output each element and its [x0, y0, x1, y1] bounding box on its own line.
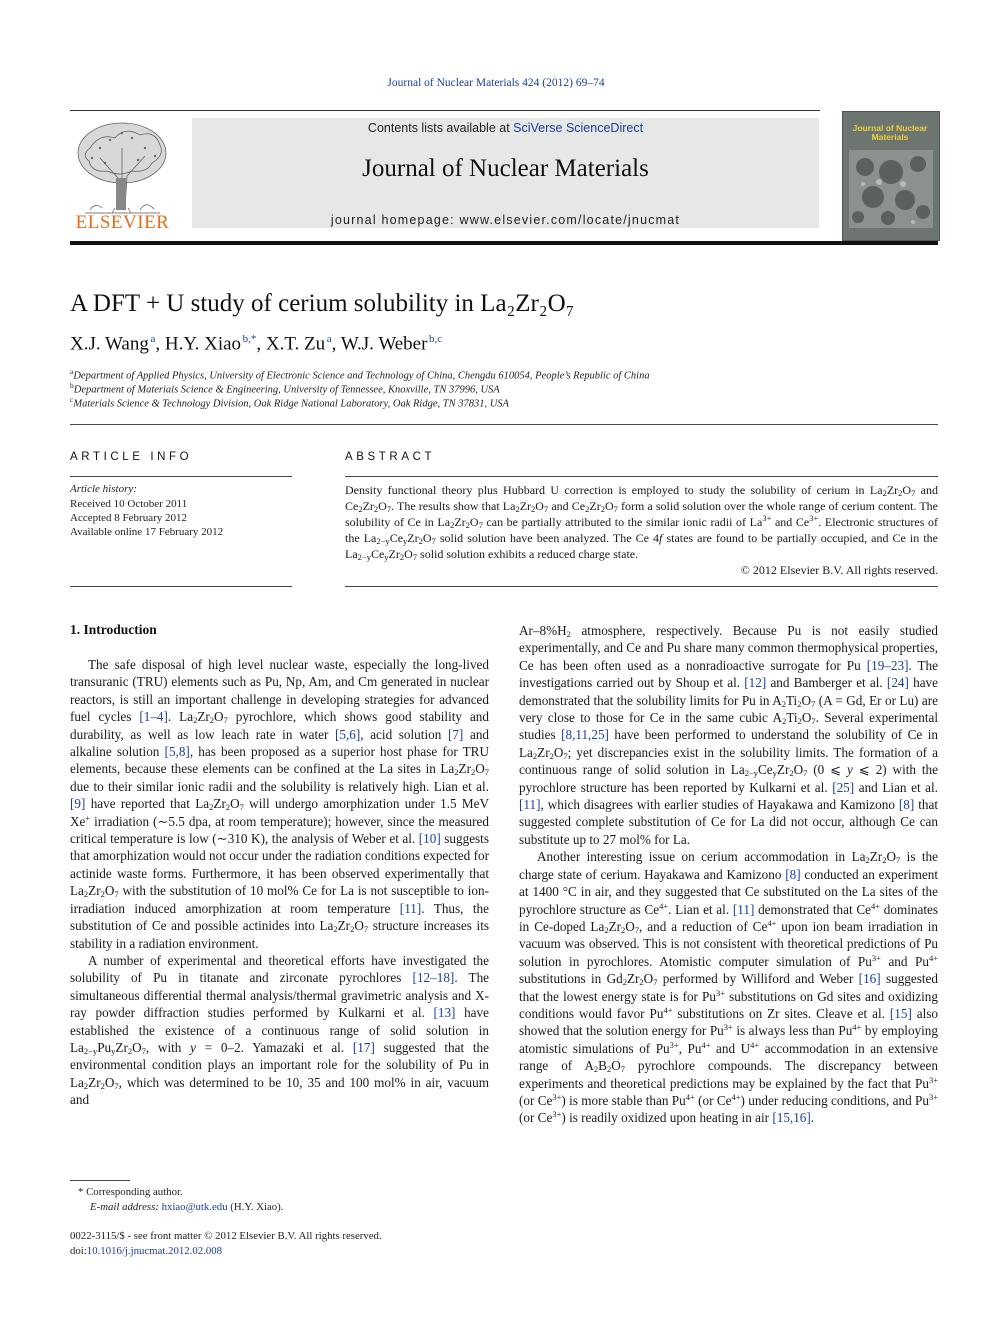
- citation-link[interactable]: [11]: [399, 900, 422, 916]
- affiliation: [70, 395, 509, 410]
- right-column-text: $Ar-8\%H_2$ atmosphere, respectively. Because Pu is not easily studied experimentally, and Ce and Pu share many common thermophysical properties, Ce has been often used as a nonradioactive surrogate for Pu [19–23]. The investigations carried out by Shoup et al. [12] and Bamberger et al. [24] have demonstrated that the solubility limits for Pu in $A_2Ti_2O_7$ (A = Gd, Er or Lu) are very close to those for Ce in the same cubic $A_2Ti_2O_7$. Several experimental studies [8,11,25] have been performed to understand the solubility of Ce in $La_2Zr_2O_7$; yet discrepancies exist in the solubility limits. The formation of a continuous range of solid solution in $La_{2-y}Ce_yZr_2O_7$ (0 ⩽ y ⩽ 2) with the pyrochlore structure has been reported by Kulkarni et al. [25] and Lian et al. [11], which disagrees with earlier studies of Hayakawa and Kamizono [8] that suggested complete substitution of Ce for La did not occur, although Ce can substitute up to 27 mol% for La. Another interesting issue on cerium accommodation in $La_2Zr_2O_7$ is the charge state of cerium. Hayakawa and Kamizono [8] conducted an experiment at 1400 °C in air, and they suggested that Ce substituted on the La sites of the pyrochlore structure as $Ce^{4+}$. Lian et al. [11] demonstrated that $Ce^{4+}$ dominates in Ce-doped $La_2Zr_2O_7$, and a reduction of $Ce^{4+}$ upon ion beam irradiation in vacuum was observed. This is not consistent with theoretical predictions of Pu solution in pyrochlores. Atomistic computer simulation of $Pu^{3+}$ and $Pu^{4+}$ substitutions in $Gd_2Zr_2O_7$ performed by Williford and Weber [16] suggested that the lowest energy state is for $Pu^{3+}$ substitutions on Gd sites and oxidizing conditions would favor $Pu^{4+}$ substitutions on Zr sites. Cleave et al. [15] also showed that the solution energy for $Pu^{3+}$ is always less than $Pu^{4+}$ by employing atomistic simulations of $Pu^{3+}$, $Pu^{4+}$ and $U^{4+}$ accommodation in an extensive range of $A_2B_2O_7$ pyrochlore compounds. The discrepancy between experiments and theoretical predictions may be explained by the fact that $Pu^{3+}$ (or $Ce^{3+}$) is more stable than $Pu^{4+}$ (or $Ce^{4+}$) under reducing conditions, and $Pu^{3+}$ (or $Ce^{3+}$) is readily oxidized upon heating in air [15,16].: [519, 623, 939, 1126]
- citation-link[interactable]: [24]: [886, 675, 909, 691]
- cover-title: Journal of Nuclear Materials: [852, 123, 928, 142]
- citation-link[interactable]: [19–23]: [866, 657, 909, 673]
- author-name: X.T. Zu: [265, 333, 326, 355]
- citation-link[interactable]: [25]: [832, 779, 855, 795]
- affiliation: [70, 367, 650, 382]
- header-thick-rule: [70, 241, 938, 245]
- section-heading-introduction: 1. Introduction: [70, 622, 157, 637]
- homepage-url[interactable]: www.elsevier.com/locate/jnucmat: [459, 213, 681, 227]
- footnote-rule: [70, 1180, 130, 1181]
- affiliation-mark: c: [70, 395, 74, 404]
- citation-link[interactable]: [7]: [447, 726, 464, 742]
- citation-link[interactable]: [16]: [858, 971, 881, 987]
- email-note: [90, 1201, 283, 1213]
- article-title: A DFT + U study of cerium solubility in La₂Zr₂O₇: [70, 290, 575, 317]
- left-column-text: The safe disposal of high level nuclear waste, especially the long-lived transuranic (TRU) elements such as Pu, Np, Am, and Cm generated in nuclear reactors, is still an important challenge in developing strategies for advanced fuel cycles [1–4]. $La_2Zr_2O_7$ pyrochlore, which shows good stability and durability, as well as low leach rate in water [5,6], acid solution [7] and alkaline solution [5,8], has been proposed as a superior host phase for TRU elements, because these elements can be confined at the La sites in $La_2Zr_2O_7$ due to their similar ionic radii and the solubility is relatively high. Lian et al. [9] have reported that $La_2Zr_2O_7$ will undergo amorphization under 1.5 MeV Xe+ irradiation (∼5.5 dpa, at room temperature); however, since the measured critical temperature is low (∼310 K), the analysis of Weber et al. [10] suggests that amorphization would not occur under the radiation conditions expected for actinide waste forms. Furthermore, it has been observed experimentally that $La_2Zr_2O_7$ with the substitution of 10 mol% Ce for La is not susceptible to ion-irradiation induced amorphization at room temperature [11]. Thus, the substitution of Ce and possible actinides into $La_2Zr_2O_7$ structure increases its stability in a radiation environment. A number of experimental and theoretical efforts have investigated the solubility of Pu in titanate and zirconate pyrochlores [12–18]. The simultaneous differential thermal analysis/thermal gravimetric analysis and X-ray powder diffraction studies performed by Kulkarni et al. [13] have established the existence of a continuous range of solid solution in $La_{2-y}Pu_yZr_2O_7$, with y = 0–2. Yamazaki et al. [17] suggested that the environmental condition plays an important role for the solubility of Pu in $La_2Zr_2O_7$, which was determined to be 10, 35 and 100 mol% in air, vacuum and: [70, 657, 490, 1108]
- email-label: E-mail address:: [90, 1201, 159, 1213]
- homepage-prefix: journal homepage:: [330, 213, 460, 227]
- citation-link[interactable]: [11]: [519, 797, 541, 813]
- elsevier-wordmark: ELSEVIER: [75, 212, 170, 233]
- journal-citation[interactable]: Journal of Nuclear Materials 424 (2012) 69–74: [387, 77, 605, 89]
- citation-link[interactable]: [15,16]: [772, 1110, 811, 1126]
- history-label: Article history:: [70, 483, 137, 495]
- author-affiliation-mark[interactable]: b,*: [242, 333, 257, 345]
- citation-link[interactable]: [8]: [785, 866, 801, 882]
- copyright-line: © 2012 Elsevier B.V. All rights reserved.: [740, 562, 938, 577]
- abstract-bottom-rule: [345, 586, 938, 587]
- doi-line: [70, 1245, 222, 1257]
- online-date: Available online 17 February 2012: [70, 526, 224, 538]
- citation-link[interactable]: [17]: [352, 1039, 375, 1055]
- sciencedirect-link[interactable]: SciVerse ScienceDirect: [513, 121, 644, 135]
- author-affiliation-mark[interactable]: a: [150, 333, 156, 345]
- affiliation-text: Department of Materials Science & Engineering, University of Tennessee, Knoxville, TN 37996, USA: [73, 384, 500, 396]
- citation-link[interactable]: [10]: [418, 831, 441, 847]
- citation-link[interactable]: [9]: [70, 796, 86, 812]
- email-suffix: (H.Y. Xiao).: [230, 1201, 284, 1213]
- author-affiliation-mark[interactable]: a: [326, 333, 332, 345]
- abstract-heading: ABSTRACT: [345, 451, 436, 463]
- citation-link[interactable]: [5,6]: [334, 726, 361, 742]
- contents-prefix: Contents lists available at: [367, 121, 514, 135]
- affiliation-text: Materials Science & Technology Division, Oak Ridge National Laboratory, Oak Ridge, TN 37831, USA: [73, 398, 509, 410]
- affiliation-text: Department of Applied Physics, University of Electronic Science and Technology of China, Chengdu 610054, People’s Republic of China: [73, 370, 650, 382]
- affiliation-mark: a: [70, 367, 74, 376]
- citation-link[interactable]: [8,11,25]: [561, 727, 609, 743]
- doi-link[interactable]: 10.1016/j.jnucmat.2012.02.008: [86, 1245, 223, 1257]
- citation-link[interactable]: [11]: [732, 901, 755, 917]
- contents-line: [192, 121, 819, 135]
- citation-link[interactable]: [12]: [744, 675, 767, 691]
- doi-label: doi:: [70, 1245, 87, 1257]
- corresponding-author-note: * Corresponding author.: [78, 1186, 183, 1198]
- author-list: X.J. Wang $^a$, H.Y. Xiao $^{b,*}$, X.T. Zu $^a$, W.J. Weber $^{b,c}$: [70, 333, 443, 355]
- citation-link[interactable]: [5,8]: [164, 744, 190, 760]
- citation-link[interactable]: [8]: [898, 797, 915, 813]
- citation-link[interactable]: [15]: [889, 1005, 912, 1021]
- journal-homepage: [192, 213, 819, 227]
- issn-line: 0022-3115/$ - see front matter © 2012 Elsevier B.V. All rights reserved.: [70, 1230, 382, 1242]
- abstract-body: Density functional theory plus Hubbard U correction is employed to study the solubility of cerium in $La_2Zr_2O_7$ and $Ce_2Zr_2O_7$. The results show that $La_2Zr_2O_7$ and $Ce_2Zr_2O_7$ form a solid solution over the whole range of cerium content. The solubility of Ce in $La_2Zr_2O_7$ can be partially attributed to the similar ionic radii of $La^{3+}$ and $Ce^{3+}$. Electronic structures of the $La_{2-y}Ce_yZr_2O_7$ solid solution have been analyzed. The Ce 4f states are found to be partially occupied, and Ce in the $La_{2-y}Ce_yZr_2O_7$ solid solution exhibits a reduced charge state. © 2012 Elsevier B.V. All rights reserved.: [345, 483, 939, 577]
- article-info-bottom-rule: [70, 586, 292, 587]
- citation-link[interactable]: [1–4]: [139, 709, 168, 725]
- affiliation-divider: [70, 424, 938, 425]
- citation-link[interactable]: [12–18]: [412, 970, 455, 986]
- affiliation: [70, 381, 500, 396]
- journal-name: Journal of Nuclear Materials: [362, 155, 649, 182]
- article-info-heading: ARTICLE INFO: [70, 451, 193, 463]
- article-info-rule: [70, 476, 292, 477]
- author-name: X.J. Wang: [70, 333, 149, 355]
- header-top-rule: [70, 110, 820, 111]
- author-name: W.J. Weber: [340, 333, 428, 355]
- accepted-date: Accepted 8 February 2012: [70, 512, 187, 524]
- corresponding-author-text: Corresponding author.: [86, 1186, 183, 1198]
- author-name: H.Y. Xiao: [164, 333, 242, 355]
- abstract-rule: [345, 476, 938, 477]
- received-date: Received 10 October 2011: [70, 498, 188, 510]
- citation-link[interactable]: [13]: [433, 1005, 456, 1021]
- author-affiliation-mark[interactable]: b,c: [429, 333, 443, 345]
- affiliation-mark: b: [70, 381, 74, 390]
- email-link[interactable]: hxiao@utk.edu: [161, 1201, 228, 1213]
